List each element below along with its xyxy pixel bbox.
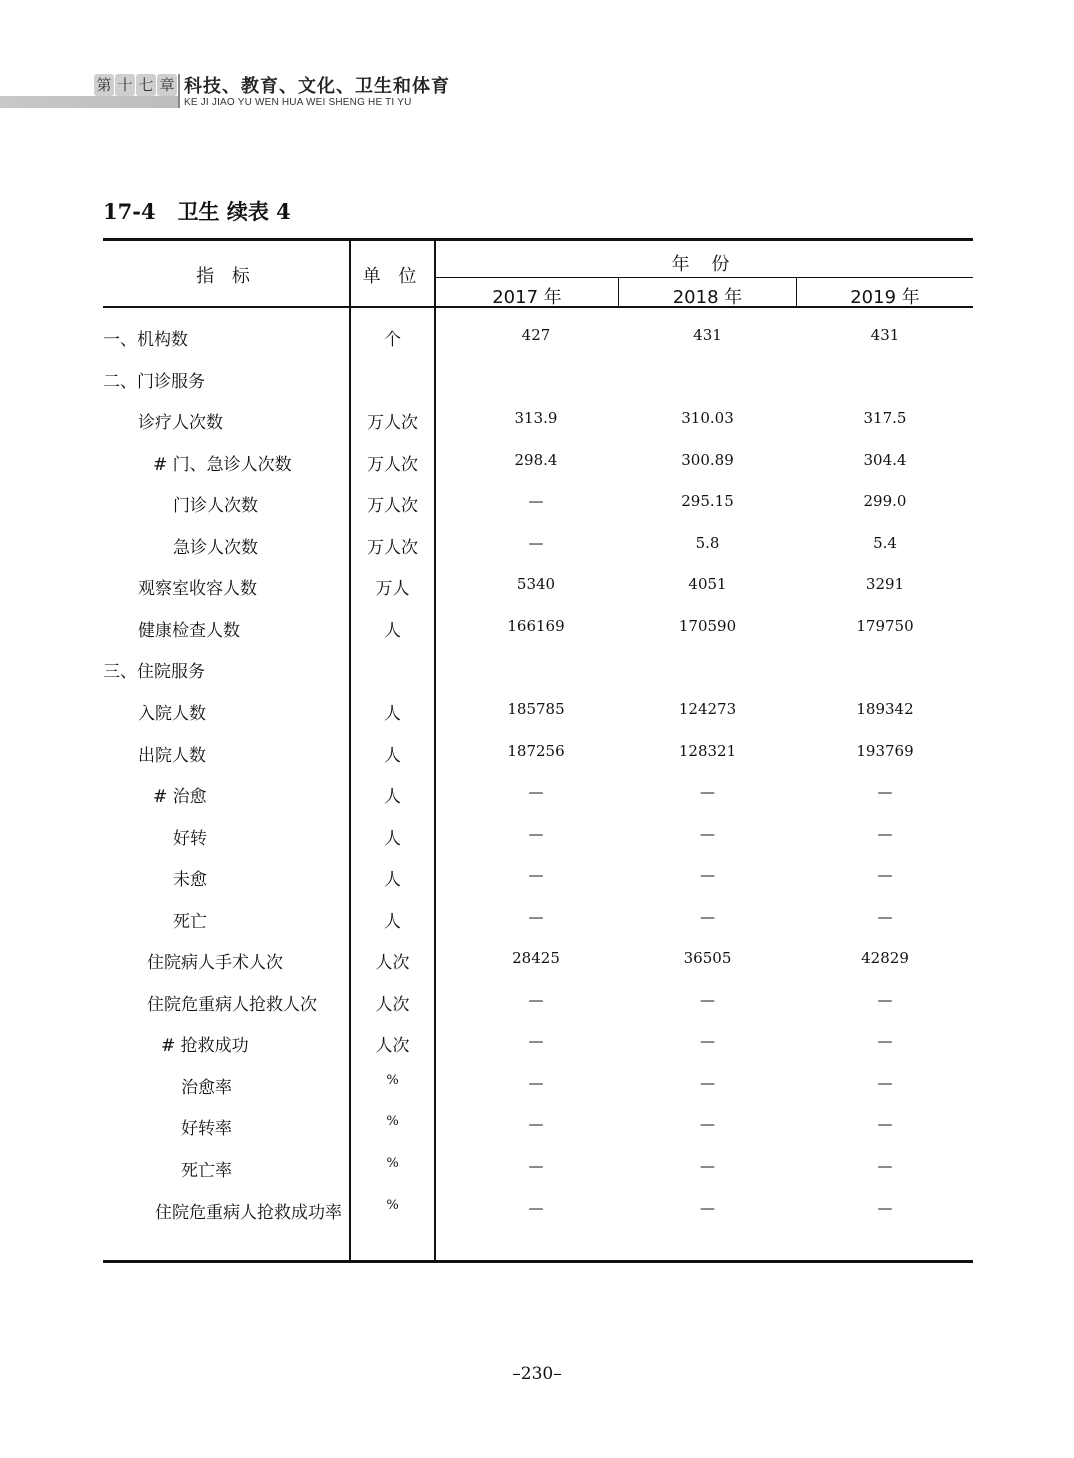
value-2017: 298.4 [514, 450, 558, 469]
value-2019: — [877, 1157, 893, 1175]
row-label: 一、机构数 [103, 330, 188, 350]
value-2018: 300.89 [681, 450, 734, 469]
value-2018: — [700, 907, 715, 926]
row-unit: 万人 [375, 579, 410, 600]
header-year-group: 年 份 [671, 254, 738, 275]
chapter-char: 第 [94, 74, 114, 96]
header-year-2018: 2018 年 [672, 287, 743, 308]
header-indicator: 指 标 [196, 266, 256, 287]
value-2018: — [700, 1198, 715, 1217]
row-label: 住院危重病人抢救成功率 [155, 1202, 342, 1223]
table-row [0, 616, 1074, 658]
row-unit: 人次 [375, 994, 410, 1015]
table-caption: 卫生 续表 4 [177, 199, 291, 224]
value-2017: — [528, 824, 544, 843]
row-unit: 人 [384, 911, 401, 932]
header-year-2019: 2019 年 [850, 287, 920, 308]
row-unit: 人 [384, 620, 401, 641]
row-label: 门诊人次数 [173, 496, 258, 517]
value-2019: — [877, 990, 893, 1009]
table-row [0, 741, 1074, 783]
row-unit: % [386, 1156, 399, 1171]
row-label: 急诊人次数 [173, 537, 258, 558]
year-group-rule [436, 277, 973, 278]
row-label: 诊疗人次数 [138, 413, 223, 434]
value-2017: — [528, 1073, 544, 1092]
row-unit: % [386, 1114, 399, 1130]
row-unit: 万人次 [367, 413, 418, 434]
value-2019: 179750 [856, 616, 914, 635]
value-2017: 166169 [507, 616, 565, 635]
row-unit: % [386, 1197, 399, 1213]
value-2017: — [528, 1032, 544, 1051]
value-2019: — [877, 1115, 893, 1134]
value-2017: — [528, 783, 544, 802]
value-2018: 128321 [678, 741, 737, 760]
value-2019: 3291 [865, 575, 905, 594]
value-2019: 304.4 [863, 450, 907, 469]
value-2018: — [700, 1032, 715, 1051]
table-row [0, 1156, 1074, 1198]
table-row [0, 948, 1074, 990]
row-unit: 个 [384, 330, 401, 350]
table-row [0, 450, 1074, 492]
row-label: 住院病人手术人次 [147, 953, 283, 974]
row-unit: 人 [384, 787, 401, 808]
table-row [0, 325, 1074, 367]
value-2017: 185785 [507, 699, 565, 718]
table-title [103, 196, 291, 226]
row-label: # 门、急诊人次数 [153, 454, 292, 475]
value-2019: — [877, 907, 893, 926]
table-row [0, 824, 1074, 866]
row-unit: 万人次 [367, 496, 418, 517]
value-2017: — [528, 990, 544, 1009]
table-bottom-rule [103, 1260, 973, 1263]
row-label: 入院人数 [138, 703, 206, 724]
value-2019: — [877, 1073, 893, 1092]
row-unit: 人 [384, 703, 401, 724]
value-2018: 36505 [683, 949, 732, 968]
value-2017: — [528, 1198, 544, 1217]
row-unit: 人次 [375, 1036, 410, 1057]
table-row [0, 907, 1074, 949]
row-unit: 人 [384, 828, 401, 849]
value-2018: — [700, 1073, 715, 1092]
value-2019: — [877, 1032, 893, 1051]
chapter-pinyin: KE JI JIAO YU WEN HUA WEI SHENG HE TI YU [184, 97, 412, 108]
row-unit: 人 [384, 870, 401, 891]
header-separator [178, 74, 180, 108]
row-label: 好转率 [181, 1119, 232, 1140]
table-row [0, 367, 1074, 409]
value-2017: — [528, 1157, 544, 1175]
row-unit: 人次 [375, 953, 410, 974]
row-label: 出院人数 [138, 745, 206, 766]
value-2018: 310.03 [681, 409, 734, 428]
value-2019: 193769 [856, 741, 914, 760]
row-label: # 抢救成功 [161, 1036, 249, 1057]
table-row [0, 1114, 1074, 1156]
row-label: 死亡 [173, 911, 207, 932]
value-2017: — [528, 492, 544, 511]
table-row [0, 491, 1074, 533]
value-2018: — [700, 1157, 715, 1175]
table-row [0, 699, 1074, 741]
table-row [0, 990, 1074, 1032]
value-2017: 28425 [512, 949, 560, 968]
row-label: 二、门诊服务 [103, 371, 205, 392]
value-2018: 170590 [678, 616, 737, 635]
row-label: 三、住院服务 [103, 662, 205, 683]
value-2019: 431 [870, 326, 900, 344]
value-2019: — [877, 1198, 893, 1217]
row-unit: 万人次 [367, 454, 418, 475]
value-2017: 187256 [507, 741, 565, 760]
header-unit: 单 位 [362, 266, 423, 287]
value-2018: — [700, 866, 715, 885]
row-label: 住院危重病人抢救人次 [147, 994, 317, 1015]
chapter-badge [94, 74, 177, 98]
value-2018: 5.8 [695, 533, 720, 552]
row-label: # 治愈 [153, 787, 207, 808]
row-unit: 人 [384, 745, 401, 766]
chapter-char: 十 [115, 74, 135, 96]
chapter-char: 七 [136, 74, 156, 96]
value-2017: — [528, 907, 544, 926]
row-label: 好转 [173, 828, 207, 849]
row-label: 未愈 [173, 870, 207, 891]
table-row [0, 1198, 1074, 1240]
header-year-2017: 2017 年 [492, 287, 562, 308]
value-2017: — [528, 1115, 544, 1134]
value-2019: 42829 [861, 949, 909, 968]
value-2019: 299.0 [863, 492, 907, 511]
chapter-title: 科技、教育、文化、卫生和体育 [184, 76, 450, 97]
row-label: 治愈率 [181, 1077, 232, 1098]
chapter-char: 章 [157, 74, 177, 96]
value-2017: 313.9 [514, 409, 558, 428]
value-2018: 431 [693, 326, 722, 344]
row-unit: 万人次 [367, 537, 418, 558]
value-2018: — [700, 990, 715, 1009]
value-2019: 189342 [856, 699, 914, 718]
value-2019: 5.4 [873, 533, 897, 552]
table-row [0, 1073, 1074, 1115]
table-top-rule [103, 238, 973, 241]
table-number: 17-4 [103, 199, 156, 224]
table-row [0, 865, 1074, 907]
table-row [0, 1031, 1074, 1073]
value-2018: 4051 [688, 575, 727, 594]
value-2019: — [877, 783, 893, 802]
value-2017: 5340 [516, 575, 556, 594]
row-label: 健康检查人数 [138, 620, 240, 641]
value-2018: 124273 [678, 699, 737, 718]
value-2018: — [700, 824, 715, 843]
value-2017: 427 [521, 326, 551, 344]
page-number: –230– [512, 1364, 562, 1384]
table-row [0, 533, 1074, 575]
table-row [0, 657, 1074, 699]
value-2017: — [528, 866, 544, 885]
value-2019: — [877, 824, 893, 843]
value-2018: 295.15 [681, 492, 734, 511]
value-2017: — [528, 533, 544, 552]
value-2018: — [700, 783, 715, 802]
table-row [0, 408, 1074, 450]
row-label: 死亡率 [181, 1161, 232, 1181]
row-unit: % [386, 1072, 399, 1088]
value-2018: — [700, 1115, 715, 1134]
value-2019: — [877, 866, 893, 885]
table-row [0, 782, 1074, 824]
row-label: 观察室收容人数 [138, 579, 257, 600]
table-row [0, 574, 1074, 616]
value-2019: 317.5 [863, 409, 907, 428]
